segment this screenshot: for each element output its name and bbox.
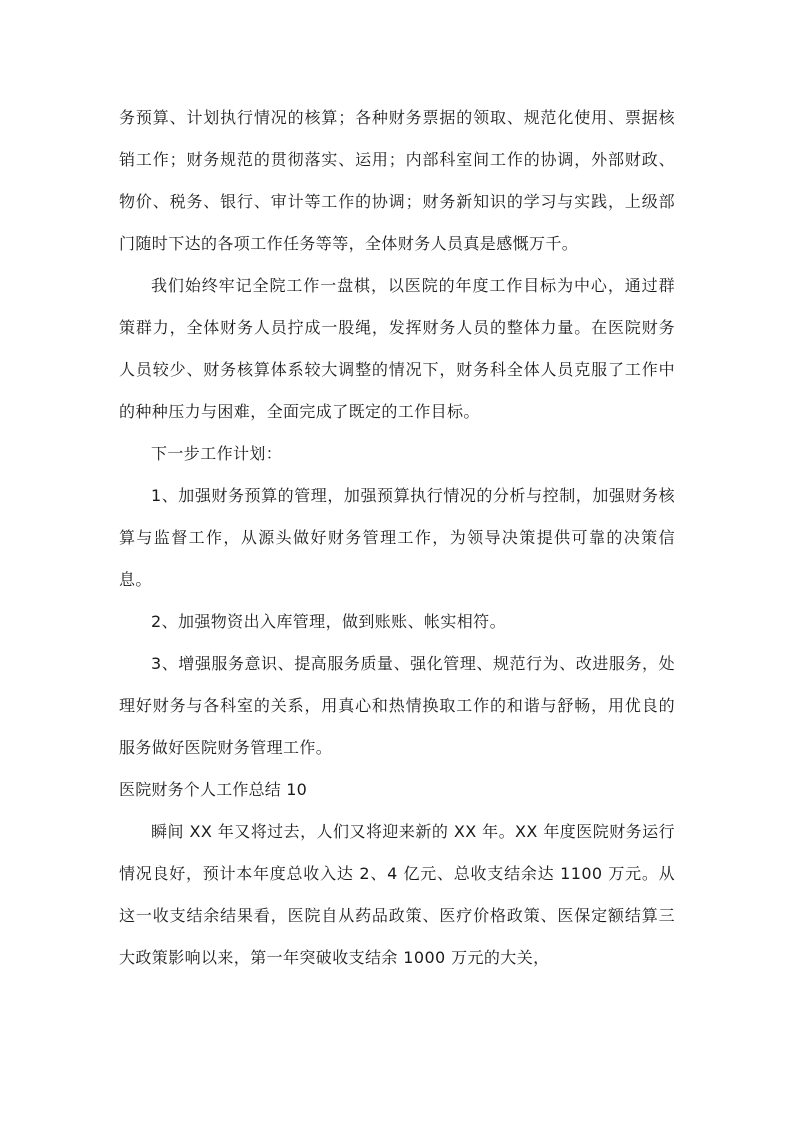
paragraph-plan-item-1: 1、加强财务预算的管理，加强预算执行情况的分析与控制，加强财务核算与监督工作，从源头做好财务管理工作，为领导决策提供可靠的决策信息。 — [119, 486, 675, 589]
paragraph-next-plan-title: 下一步工作计划： — [151, 444, 283, 463]
paragraph-annual-summary: 瞬间 XX 年又将过去，人们又将迎来新的 XX 年。XX 年度医院财务运行情况良好，预计本年度总收入达 2、4 亿元、总收支结余达 1100 万元。从这一收支结余结果看，医院自从药品政策、医疗价格政策、医保定额结算三大政策影响以来，第一年突破收支结余 1000 万元的大关， — [119, 822, 675, 967]
section-heading: 医院财务个人工作总结 10 — [119, 780, 308, 799]
paragraph-finance-tasks: 务预算、计划执行情况的核算；各种财务票据的领取、规范化使用、票据核销工作；财务规范的贯彻落实、运用；内部科室间工作的协调，外部财政、物价、税务、银行、审计等工作的协调；财务新知识的学习与实践，上级部门随时下达的各项工作任务等等，全体财务人员真是感慨万千。 — [119, 108, 675, 253]
paragraph-plan-item-2: 2、加强物资出入库管理，做到账账、帐实相符。 — [151, 612, 506, 631]
paragraph-plan-item-3: 3、增强服务意识、提高服务质量、强化管理、规范行为、改进服务，处理好财务与各科室的关系，用真心和热情换取工作的和谐与舒畅，用优良的服务做好医院财务管理工作。 — [119, 654, 675, 757]
document-page — [119, 97, 675, 979]
paragraph-teamwork: 我们始终牢记全院工作一盘棋，以医院的年度工作目标为中心，通过群策群力，全体财务人员拧成一股绳，发挥财务人员的整体力量。在医院财务人员较少、财务核算体系较大调整的情况下，财务科全体人员克服了工作中的种种压力与困难，全面完成了既定的工作目标。 — [119, 276, 675, 421]
